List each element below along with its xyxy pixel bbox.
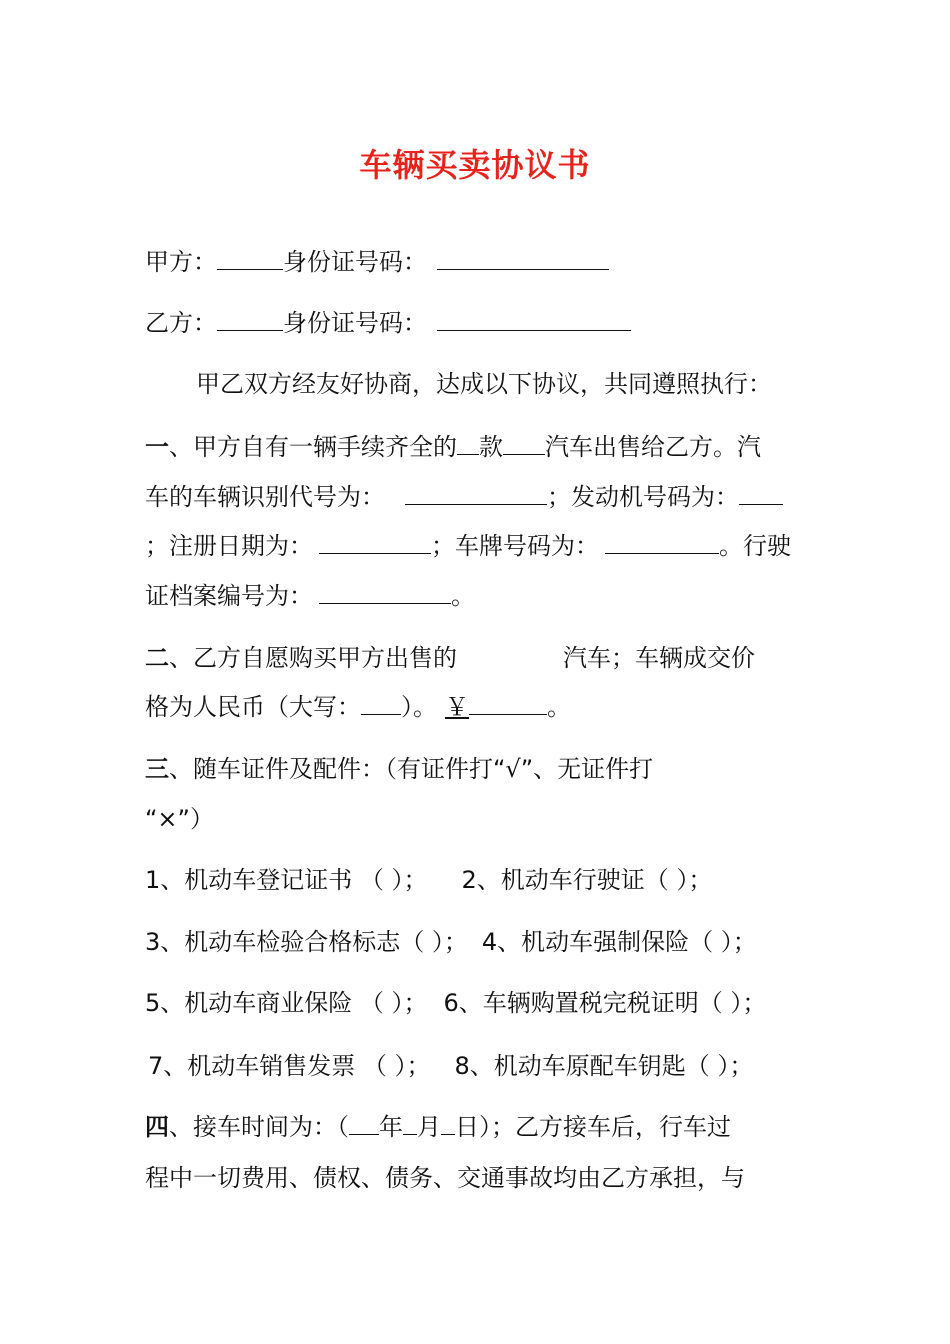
party-a-id-blank (437, 247, 609, 270)
checklist-item: 4、机动车强制保险（ ）； (481, 928, 757, 956)
party-a-line (145, 246, 609, 278)
archive-label: 证档案编号为： (145, 582, 313, 610)
section-3-line-2: “×”） (145, 805, 214, 833)
section-4-text: 月 (417, 1113, 441, 1141)
section-1-line-4 (145, 580, 475, 612)
section-2-text: 。 (547, 693, 571, 721)
month-blank (403, 1112, 417, 1135)
section-1-line-2 (145, 481, 783, 513)
year-blank (349, 1112, 379, 1135)
section-1-text: 汽车出售给乙方。汽 (545, 433, 761, 461)
document-title: 车辆买卖协议书 (359, 146, 591, 184)
section-1-text: 。行驶 (719, 532, 791, 560)
register-date-blank (319, 531, 431, 554)
checklist-item: 6、车辆购置税完税证明（ ）； (443, 989, 767, 1017)
section-4-text: 年 (379, 1113, 403, 1141)
section-2-line-2 (145, 691, 571, 723)
section-3-number: 三 (145, 755, 169, 783)
plate-blank (605, 531, 719, 554)
section-2-line-1 (145, 642, 755, 674)
checklist-item: 3、机动车检验合格标志（ ）； (145, 928, 468, 956)
checklist-row (145, 926, 757, 958)
checklist-item: 7、机动车销售发票 （ ）； (148, 1052, 431, 1080)
section-1-text: 、甲方自有一辆手续齐全的 (169, 433, 457, 461)
checklist-row (145, 987, 766, 1019)
engine-label: ；发动机号码为： (547, 483, 739, 511)
checklist-row (145, 864, 712, 896)
section-4-text: 、接车时间为：（ (169, 1113, 349, 1141)
party-b-line (145, 307, 631, 339)
section-1-line-3 (145, 530, 791, 562)
price-figure-blank (469, 692, 547, 715)
section-1-text: 。 (451, 582, 475, 610)
section-2-text: 汽车；车辆成交价 (563, 644, 755, 672)
section-1-text: 款 (479, 433, 503, 461)
party-a-label: 甲方： (145, 248, 217, 276)
brand-blank (503, 432, 545, 455)
party-b-label: 乙方： (145, 309, 217, 337)
section-4-text: 日）；乙方接车后，行车过 (455, 1113, 731, 1141)
section-3-text: 、随车证件及配件：（有证件打“√”、无证件打 (169, 755, 654, 783)
checklist-item: 5、机动车商业保险 （ ）； (145, 989, 428, 1017)
section-2-text: 、乙方自愿购买甲方出售的 (169, 644, 457, 672)
price-words-label: 格为人民币（大写： (145, 693, 361, 721)
vin-blank (405, 482, 547, 505)
section-2-number: 二 (145, 644, 169, 672)
checklist-item: 8、机动车原配车钥匙（ ）； (454, 1052, 754, 1080)
party-a-name-blank (217, 247, 283, 270)
model-blank (457, 432, 479, 455)
plate-label: ；车牌号码为： (431, 532, 599, 560)
section-1-line-1 (145, 431, 761, 463)
checklist-item: 1、机动车登记证书 （ ）； (145, 866, 428, 894)
register-date-label: ；注册日期为： (145, 532, 313, 560)
party-b-name-blank (217, 308, 283, 331)
section-3-line-1 (145, 753, 653, 785)
party-b-id-label: 身份证号码： (283, 309, 427, 337)
day-blank (441, 1112, 455, 1135)
section-4-number: 四 (145, 1113, 169, 1141)
engine-blank (739, 482, 783, 505)
checklist-row (148, 1050, 753, 1082)
party-a-id-label: 身份证号码： (283, 248, 427, 276)
section-4-line-1 (145, 1111, 731, 1143)
archive-blank (319, 581, 451, 604)
checklist-item: 2、机动车行驶证（ ）； (461, 866, 713, 894)
section-2-text: ）。 (401, 693, 437, 721)
price-words-blank (361, 692, 401, 715)
section-1-number: 一 (145, 433, 169, 461)
vin-label: 车的车辆识别代号为： (145, 483, 385, 511)
yen-sign: ￥ (445, 693, 469, 721)
party-b-id-blank (437, 308, 631, 331)
section-4-line-2: 程中一切费用、债权、债务、交通事故均由乙方承担，与 (145, 1164, 745, 1192)
intro-paragraph: 甲乙双方经友好协商，达成以下协议，共同遵照执行： (196, 370, 772, 398)
